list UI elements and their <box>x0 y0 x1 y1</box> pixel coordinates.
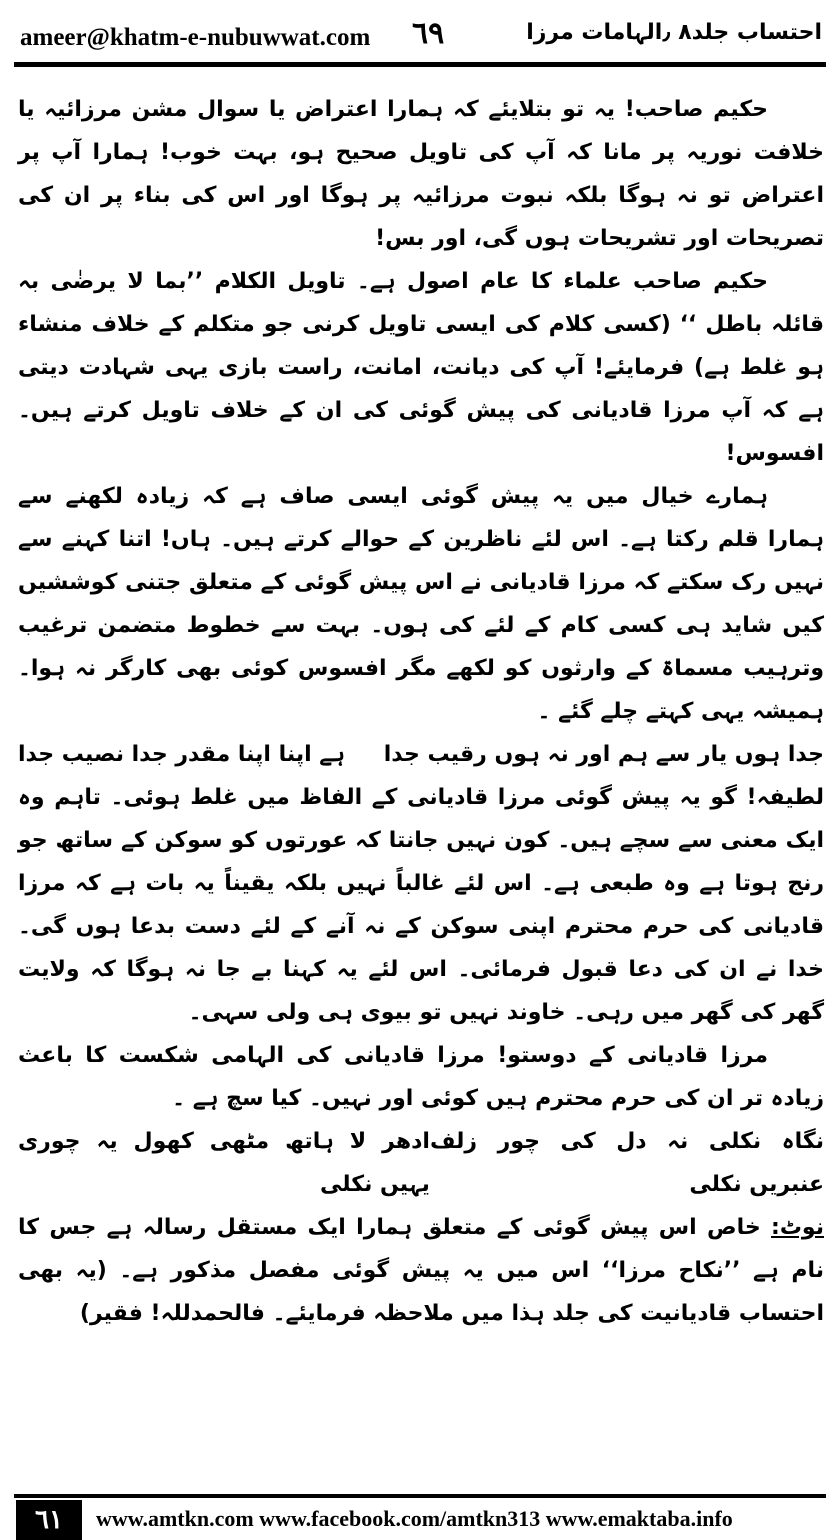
header-page-number: ٦٩ <box>412 16 445 51</box>
footer-page-number: ٦١ <box>16 1500 82 1540</box>
page-footer <box>0 1490 840 1540</box>
paragraph-3: ہمارے خیال میں یہ پیش گوئی ایسی صاف ہے کہ زیادہ لکھنے سے ہمارا قلم رکتا ہے۔ اس لئے ناظرین کے حوالے کرتے ہیں۔ ہاں! اتنا کہنے سے نہیں رک سکتے کہ مرزا قادیانی نے اس پیش گوئی کے متعلق جتنی کوششیں کیں شاید ہی کسی کام کے لئے کی ہوں۔ بہت سے خطوط متضمن ترغیب وترہیب مسماۃ کے وارثوں کو لکھے مگر افسوس کوئی بھی کارگر نہ ہوا۔ ہمیشہ یہی کہتے چلے گئے ۔ <box>18 484 824 724</box>
header-rule <box>14 62 826 67</box>
header-title: احتساب جلد۸ ٫الہامات مرزا <box>526 20 822 45</box>
note-label: نوٹ: <box>771 1215 824 1240</box>
note <box>18 1206 824 1335</box>
footer-links: www.amtkn.com www.facebook.com/amtkn313 www.emaktaba.info <box>96 1506 733 1531</box>
couplet-2-right: نگاہ نکلی نہ دل کی چور زلف عنبریں نکلی <box>429 1129 824 1197</box>
paragraph-4: لطیفہ! گو یہ پیش گوئی مرزا قادیانی کے الفاظ میں غلط ہوئی۔ تاہم وہ ایک معنی سے سچے ہیں۔ کون نہیں جانتا کہ عورتوں کو سوکن کے ساتھ جو رنج ہوتا ہے وہ طبعی ہے۔ اس لئے غالباً نہیں بلکہ یقیناً یہ بات ہے کہ مرزا قادیانی کی حرم محترم اپنی سوکن کے نہ آنے کے لئے دست بدعا ہوں گی۔ خدا نے ان کی دعا قبول فرمائی۔ اس لئے یہ کہنا بے جا نہ ہوگا کہ ولایت گھر کی گھر میں رہی۔ خاوند نہیں تو بیوی ہی ولی سہی۔ <box>18 785 824 1025</box>
paragraph-5: مرزا قادیانی کے دوستو! مرزا قادیانی کی الہامی شکست کا باعث زیادہ تر ان کی حرم محترم ہیں کوئی اور نہیں۔ کیا سچ ہے ۔ <box>18 1043 824 1111</box>
footer-rule <box>14 1494 826 1498</box>
couplet-1-right: جدا ہوں یار سے ہم اور نہ ہوں رقیب جدا <box>383 742 824 767</box>
note-text: خاص اس پیش گوئی کے متعلق ہمارا ایک مستقل رسالہ ہے جس کا نام ہے ’’نکاح مرزا‘‘ اس میں یہ پیش گوئی مفصل مذکور ہے۔ (یہ بھی احتساب قادیانیت کی جلد ہذا میں ملاحظہ فرمایئے۔ فالحمدللہ! فقیر) <box>18 1215 824 1326</box>
header-email: ameer@khatm-e-nubuwwat.com <box>20 24 371 51</box>
page-body <box>18 88 824 1335</box>
page-header <box>0 0 840 66</box>
paragraph-1: حکیم صاحب! یہ تو بتلایئے کہ ہمارا اعتراض یا سوال مشن مرزائیہ یا خلافت نوریہ پر مانا کہ آپ کی تاویل صحیح ہو، بہت خوب! ہمارا آپ پر اعتراض تو نہ ہوگا بلکہ نبوت مرزائیہ پر ہوگا اور اس کی بناء پر ان کی تصریحات اور تشریحات ہوں گی، اور بس! <box>18 97 824 251</box>
paragraph-2: حکیم صاحب علماء کا عام اصول ہے۔ تاویل الکلام ’’بما لا یرضٰی بہ قائلہ باطل ‘‘ (کسی کلام کی ایسی تاویل کرنی جو متکلم کے خلاف منشاء ہو غلط ہے) فرمایئے! آپ کی دیانت، امانت، راست بازی یہی شہادت دیتی ہے کہ آپ مرزا قادیانی کی پیش گوئی کی ان کے خلاف تاویل کرتے ہیں۔ افسوس! <box>18 269 824 466</box>
couplet-1-left: ہے اپنا اپنا مقدر جدا نصیب جدا <box>18 742 346 767</box>
couplet-2 <box>18 1120 824 1206</box>
couplet-1 <box>18 733 824 776</box>
couplet-2-left: ادھر لا ہاتھ مٹھی کھول یہ چوری یہیں نکلی <box>18 1129 430 1197</box>
